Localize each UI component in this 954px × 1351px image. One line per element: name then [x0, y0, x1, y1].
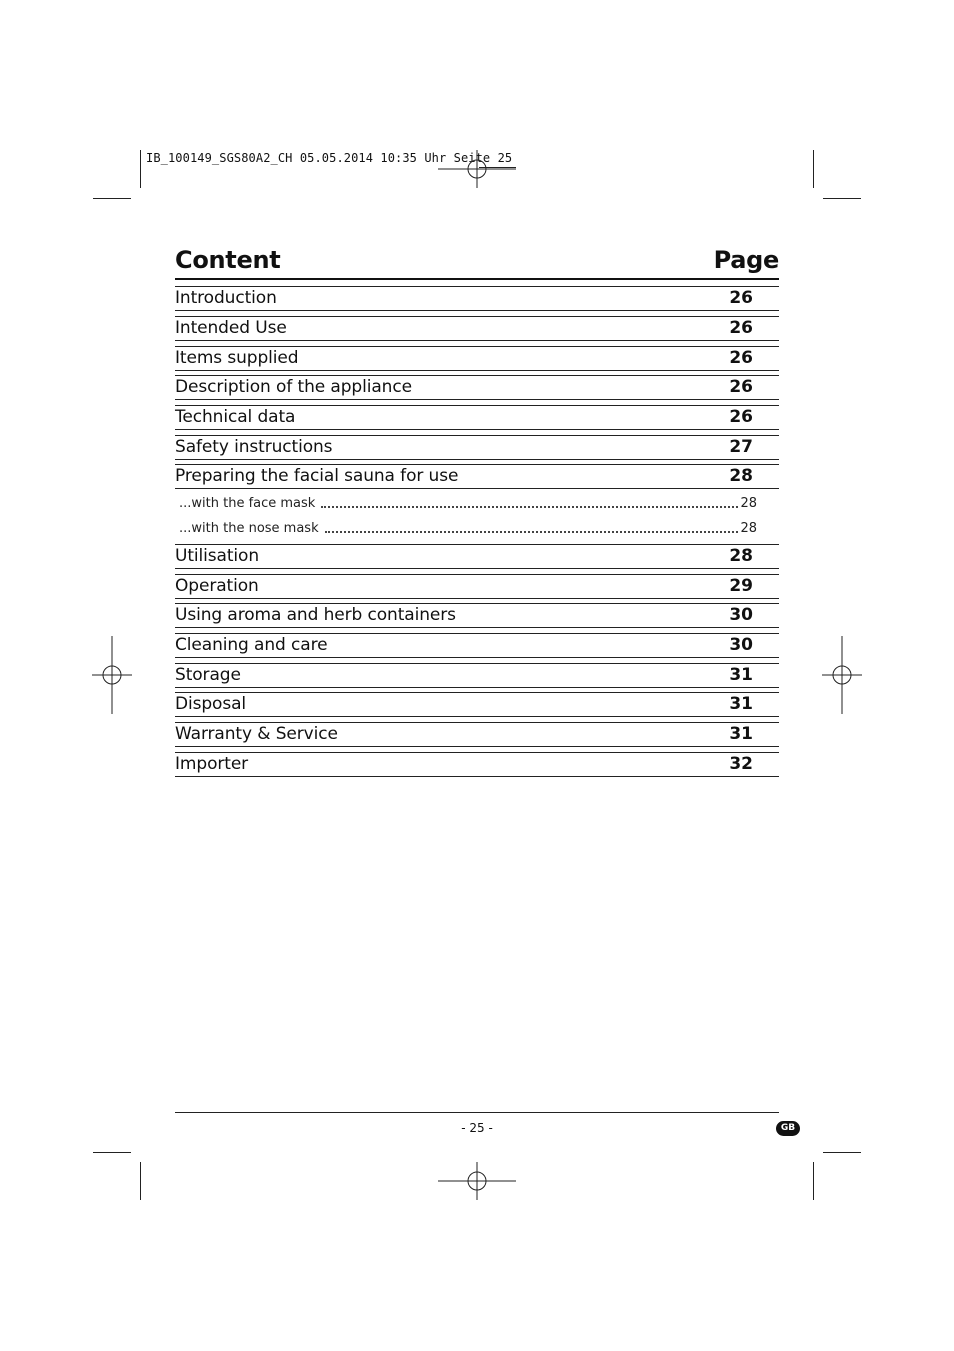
toc-subentry-label: ...with the nose mask [179, 521, 319, 536]
toc-entry-page: 32 [729, 754, 753, 774]
toc-entry-label: Disposal [175, 694, 247, 714]
toc-entry-preparing[interactable] [175, 464, 779, 489]
toc-subentry-face-mask[interactable] [179, 493, 757, 511]
toc-entry-label: Items supplied [175, 348, 299, 368]
toc-entry-label: Operation [175, 576, 259, 596]
registration-mark-icon [92, 636, 134, 714]
toc-entry-warranty[interactable] [175, 722, 779, 747]
crop-mark [93, 198, 131, 199]
crop-mark [823, 198, 861, 199]
toc-entry-intended-use[interactable] [175, 316, 779, 341]
toc-entry-safety-instructions[interactable] [175, 435, 779, 460]
toc-subentry-label: ...with the face mask [179, 496, 316, 511]
page-title: Content [175, 246, 281, 274]
toc-entry-label: Cleaning and care [175, 635, 328, 655]
toc-entry-page: 28 [729, 546, 753, 566]
crop-mark [813, 1162, 814, 1200]
toc-entry-label: Warranty & Service [175, 724, 338, 744]
toc-entry-disposal[interactable] [175, 692, 779, 717]
toc-entry-cleaning-care[interactable] [175, 633, 779, 658]
toc-entry-introduction[interactable] [175, 286, 779, 311]
toc-entry-label: Utilisation [175, 546, 260, 566]
toc-subentry-page: 28 [740, 521, 757, 536]
toc-entry-page: 31 [729, 665, 753, 685]
registration-mark-icon [438, 148, 518, 188]
toc-entry-label: Preparing the facial sauna for use [175, 466, 459, 486]
toc-header [175, 244, 779, 280]
toc-entry-utilisation[interactable] [175, 544, 779, 569]
toc-entry-label: Importer [175, 754, 249, 774]
toc-entry-page: 26 [729, 348, 753, 368]
dot-leader [321, 496, 738, 508]
crop-mark [813, 150, 814, 188]
toc-entry-page: 28 [729, 466, 753, 486]
page-column-heading: Page [713, 246, 779, 274]
page-number: - 25 - [461, 1121, 493, 1135]
toc-entry-label: Storage [175, 665, 241, 685]
toc-entry-page: 31 [729, 724, 753, 744]
toc-entry-label: Intended Use [175, 318, 287, 338]
toc-entry-label: Description of the appliance [175, 377, 412, 397]
toc-entry-page: 30 [729, 635, 753, 655]
toc-entry-page: 26 [729, 288, 753, 308]
toc-entry-storage[interactable] [175, 663, 779, 688]
toc-subentry-page: 28 [740, 496, 757, 511]
toc-entry-items-supplied[interactable] [175, 346, 779, 371]
toc-entry-technical-data[interactable] [175, 405, 779, 430]
toc-entry-page: 31 [729, 694, 753, 714]
crop-mark [93, 1152, 131, 1153]
toc-entry-page: 26 [729, 377, 753, 397]
toc-entry-label: Safety instructions [175, 437, 333, 457]
crop-mark [823, 1152, 861, 1153]
dot-leader [325, 521, 739, 533]
toc-entry-page: 30 [729, 605, 753, 625]
toc-entry-aroma-herb[interactable] [175, 603, 779, 628]
toc-entry-page: 27 [729, 437, 753, 457]
toc-entry-label: Technical data [175, 407, 296, 427]
toc-entry-operation[interactable] [175, 574, 779, 599]
registration-mark-icon [438, 1160, 518, 1200]
crop-mark [140, 150, 141, 188]
toc-subentry-nose-mask[interactable] [179, 518, 757, 536]
crop-mark [140, 1162, 141, 1200]
toc-entry-page: 29 [729, 576, 753, 596]
toc-entry-label: Introduction [175, 288, 277, 308]
toc-entry-description[interactable] [175, 375, 779, 400]
toc-entry-page: 26 [729, 407, 753, 427]
registration-mark-icon [822, 636, 864, 714]
printer-slug: IB_100149_SGS80A2_CH 05.05.2014 10:35 Uhr Seite 25 [146, 151, 513, 165]
toc-entry-label: Using aroma and herb containers [175, 605, 456, 625]
footer-rule [175, 1112, 779, 1113]
language-badge: GB [776, 1121, 800, 1136]
toc-entry-importer[interactable] [175, 752, 779, 777]
toc-entry-page: 26 [729, 318, 753, 338]
